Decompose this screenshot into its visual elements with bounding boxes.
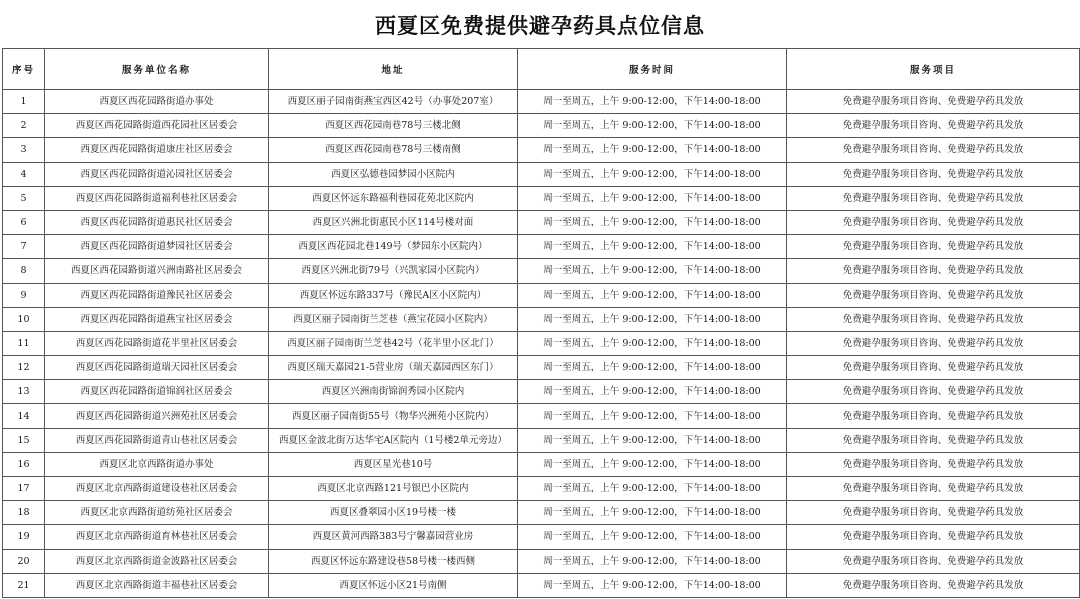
service-items-cell: 免费避孕服务项目咨询、免费避孕药具发放	[787, 549, 1080, 573]
service-time-cell: 周一至周五，上午 9:00-12:00，下午14:00-18:00	[518, 162, 787, 186]
address-cell: 西夏区西花园北巷149号（梦园东小区院内）	[269, 235, 518, 259]
service-items-cell: 免费避孕服务项目咨询、免费避孕药具发放	[787, 501, 1080, 525]
service-time-cell: 周一至周五，上午 9:00-12:00，下午14:00-18:00	[518, 114, 787, 138]
unit-name-cell: 西夏区西花园路街道花半里社区居委会	[45, 331, 269, 355]
service-time-cell: 周一至周五，上午 9:00-12:00，下午14:00-18:00	[518, 259, 787, 283]
row-index-cell: 7	[3, 235, 45, 259]
table-row	[3, 90, 1080, 114]
service-time-cell: 周一至周五，上午 9:00-12:00，下午14:00-18:00	[518, 477, 787, 501]
service-items-cell: 免费避孕服务项目咨询、免费避孕药具发放	[787, 162, 1080, 186]
address-cell: 西夏区怀远小区21号南侧	[269, 573, 518, 597]
row-index-cell: 6	[3, 210, 45, 234]
table-row	[3, 549, 1080, 573]
address-cell: 西夏区兴洲北街惠民小区114号楼对面	[269, 210, 518, 234]
address-cell: 西夏区西花园南巷78号三楼北侧	[269, 114, 518, 138]
service-items-cell: 免费避孕服务项目咨询、免费避孕药具发放	[787, 331, 1080, 355]
table-row	[3, 525, 1080, 549]
unit-name-cell: 西夏区西花园路街道兴洲南路社区居委会	[45, 259, 269, 283]
row-index-cell: 4	[3, 162, 45, 186]
table-row	[3, 186, 1080, 210]
row-index-cell: 1	[3, 90, 45, 114]
row-index-cell: 12	[3, 356, 45, 380]
service-items-cell: 免费避孕服务项目咨询、免费避孕药具发放	[787, 210, 1080, 234]
row-index-cell: 20	[3, 549, 45, 573]
page-title: 西夏区免费提供避孕药具点位信息	[375, 13, 705, 38]
unit-name-cell: 西夏区西花园路街道青山巷社区居委会	[45, 428, 269, 452]
unit-name-cell: 西夏区北京西路街道丰福巷社区居委会	[45, 573, 269, 597]
service-time-cell: 周一至周五，上午 9:00-12:00，下午14:00-18:00	[518, 573, 787, 597]
address-cell: 西夏区丽子园南街兰芝巷42号（花半里小区北门）	[269, 331, 518, 355]
address-cell: 西夏区瑞天嘉园21-5营业房（瑞天嘉园西区东门）	[269, 356, 518, 380]
table-row	[3, 428, 1080, 452]
table-row	[3, 380, 1080, 404]
service-items-cell: 免费避孕服务项目咨询、免费避孕药具发放	[787, 380, 1080, 404]
service-items-cell: 免费避孕服务项目咨询、免费避孕药具发放	[787, 573, 1080, 597]
service-time-cell: 周一至周五，上午 9:00-12:00，下午14:00-18:00	[518, 404, 787, 428]
service-items-cell: 免费避孕服务项目咨询、免费避孕药具发放	[787, 90, 1080, 114]
service-items-cell: 免费避孕服务项目咨询、免费避孕药具发放	[787, 235, 1080, 259]
address-cell: 西夏区怀远东路337号（豫民A区小区院内）	[269, 283, 518, 307]
unit-name-cell: 西夏区西花园路街道兴洲苑社区居委会	[45, 404, 269, 428]
row-index-cell: 11	[3, 331, 45, 355]
address-cell: 西夏区怀远东路福利巷园花苑北区院内	[269, 186, 518, 210]
row-index-cell: 9	[3, 283, 45, 307]
unit-name-cell: 西夏区西花园路街道梦园社区居委会	[45, 235, 269, 259]
unit-name-cell: 西夏区北京西路街道育林巷社区居委会	[45, 525, 269, 549]
table-row	[3, 573, 1080, 597]
row-index-cell: 19	[3, 525, 45, 549]
service-time-cell: 周一至周五，上午 9:00-12:00，下午14:00-18:00	[518, 501, 787, 525]
service-time-cell: 周一至周五，上午 9:00-12:00，下午14:00-18:00	[518, 283, 787, 307]
unit-name-cell: 西夏区北京西路街道建设巷社区居委会	[45, 477, 269, 501]
service-items-cell: 免费避孕服务项目咨询、免费避孕药具发放	[787, 428, 1080, 452]
service-items-cell: 免费避孕服务项目咨询、免费避孕药具发放	[787, 525, 1080, 549]
unit-name-cell: 西夏区西花园路街道锦润社区居委会	[45, 380, 269, 404]
table-row	[3, 162, 1080, 186]
table-body	[3, 90, 1080, 598]
service-time-cell: 周一至周五，上午 9:00-12:00，下午14:00-18:00	[518, 90, 787, 114]
service-time-cell: 周一至周五，上午 9:00-12:00，下午14:00-18:00	[518, 331, 787, 355]
service-items-cell: 免费避孕服务项目咨询、免费避孕药具发放	[787, 356, 1080, 380]
service-points-table	[2, 48, 1080, 598]
row-index-cell: 8	[3, 259, 45, 283]
row-index-cell: 5	[3, 186, 45, 210]
service-time-cell: 周一至周五，上午 9:00-12:00，下午14:00-18:00	[518, 356, 787, 380]
table-row	[3, 356, 1080, 380]
address-cell: 西夏区叠翠园小区19号楼一楼	[269, 501, 518, 525]
service-time-cell: 周一至周五，上午 9:00-12:00，下午14:00-18:00	[518, 138, 787, 162]
unit-name-cell: 西夏区北京西路街道纺苑社区居委会	[45, 501, 269, 525]
table-row	[3, 404, 1080, 428]
address-cell: 西夏区弘德巷园梦园小区院内	[269, 162, 518, 186]
address-cell: 西夏区西花园南巷78号三楼南侧	[269, 138, 518, 162]
row-index-cell: 17	[3, 477, 45, 501]
unit-name-cell: 西夏区西花园路街道惠民社区居委会	[45, 210, 269, 234]
service-time-cell: 周一至周五，上午 9:00-12:00，下午14:00-18:00	[518, 549, 787, 573]
table-row	[3, 114, 1080, 138]
unit-name-cell: 西夏区西花园路街道西花园社区居委会	[45, 114, 269, 138]
table-row	[3, 477, 1080, 501]
service-time-cell: 周一至周五，上午 9:00-12:00，下午14:00-18:00	[518, 428, 787, 452]
address-cell: 西夏区金波北街万达华宅A区院内（1号楼2单元旁边）	[269, 428, 518, 452]
table-row	[3, 452, 1080, 476]
table-header-row	[3, 49, 1080, 90]
address-cell: 西夏区兴洲南街锦润秀园小区院内	[269, 380, 518, 404]
service-time-cell: 周一至周五，上午 9:00-12:00，下午14:00-18:00	[518, 452, 787, 476]
table-row	[3, 307, 1080, 331]
table-row	[3, 138, 1080, 162]
service-items-cell: 免费避孕服务项目咨询、免费避孕药具发放	[787, 307, 1080, 331]
service-time-cell: 周一至周五，上午 9:00-12:00，下午14:00-18:00	[518, 186, 787, 210]
address-cell: 西夏区黄河西路383号宁馨嘉园营业房	[269, 525, 518, 549]
service-items-cell: 免费避孕服务项目咨询、免费避孕药具发放	[787, 452, 1080, 476]
address-cell: 西夏区丽子园南街兰芝巷（燕宝花园小区院内）	[269, 307, 518, 331]
service-time-cell: 周一至周五，上午 9:00-12:00，下午14:00-18:00	[518, 307, 787, 331]
header-service-items: 服务项目	[787, 49, 1080, 90]
unit-name-cell: 西夏区北京西路街道办事处	[45, 452, 269, 476]
header-service-time: 服务时间	[518, 49, 787, 90]
row-index-cell: 2	[3, 114, 45, 138]
table-row	[3, 259, 1080, 283]
row-index-cell: 13	[3, 380, 45, 404]
row-index-cell: 14	[3, 404, 45, 428]
service-time-cell: 周一至周五，上午 9:00-12:00，下午14:00-18:00	[518, 235, 787, 259]
address-cell: 西夏区丽子园南街55号（物华兴洲苑小区院内）	[269, 404, 518, 428]
unit-name-cell: 西夏区西花园路街道燕宝社区居委会	[45, 307, 269, 331]
unit-name-cell: 西夏区北京西路街道金波路社区居委会	[45, 549, 269, 573]
service-items-cell: 免费避孕服务项目咨询、免费避孕药具发放	[787, 404, 1080, 428]
header-index: 序号	[3, 49, 45, 90]
service-items-cell: 免费避孕服务项目咨询、免费避孕药具发放	[787, 186, 1080, 210]
row-index-cell: 10	[3, 307, 45, 331]
unit-name-cell: 西夏区西花园路街道豫民社区居委会	[45, 283, 269, 307]
service-time-cell: 周一至周五，上午 9:00-12:00，下午14:00-18:00	[518, 525, 787, 549]
unit-name-cell: 西夏区西花园路街道福利巷社区居委会	[45, 186, 269, 210]
address-cell: 西夏区丽子园南街燕宝西区42号（办事处207室）	[269, 90, 518, 114]
service-items-cell: 免费避孕服务项目咨询、免费避孕药具发放	[787, 138, 1080, 162]
service-time-cell: 周一至周五，上午 9:00-12:00，下午14:00-18:00	[518, 210, 787, 234]
row-index-cell: 21	[3, 573, 45, 597]
table-row	[3, 331, 1080, 355]
table-row	[3, 210, 1080, 234]
unit-name-cell: 西夏区西花园路街道沁园社区居委会	[45, 162, 269, 186]
address-cell: 西夏区星光巷10号	[269, 452, 518, 476]
header-address: 地址	[269, 49, 518, 90]
row-index-cell: 3	[3, 138, 45, 162]
table-row	[3, 501, 1080, 525]
table-row	[3, 235, 1080, 259]
service-items-cell: 免费避孕服务项目咨询、免费避孕药具发放	[787, 477, 1080, 501]
unit-name-cell: 西夏区西花园路街道办事处	[45, 90, 269, 114]
service-items-cell: 免费避孕服务项目咨询、免费避孕药具发放	[787, 114, 1080, 138]
service-items-cell: 免费避孕服务项目咨询、免费避孕药具发放	[787, 283, 1080, 307]
row-index-cell: 16	[3, 452, 45, 476]
header-unit-name: 服务单位名称	[45, 49, 269, 90]
unit-name-cell: 西夏区西花园路街道康庄社区居委会	[45, 138, 269, 162]
address-cell: 西夏区怀远东路建设巷58号楼一楼西侧	[269, 549, 518, 573]
table-row	[3, 283, 1080, 307]
row-index-cell: 18	[3, 501, 45, 525]
service-time-cell: 周一至周五，上午 9:00-12:00，下午14:00-18:00	[518, 380, 787, 404]
row-index-cell: 15	[3, 428, 45, 452]
address-cell: 西夏区北京西路121号银巴小区院内	[269, 477, 518, 501]
unit-name-cell: 西夏区西花园路街道瑞天园社区居委会	[45, 356, 269, 380]
address-cell: 西夏区兴洲北街79号（兴凯家园小区院内）	[269, 259, 518, 283]
service-items-cell: 免费避孕服务项目咨询、免费避孕药具发放	[787, 259, 1080, 283]
